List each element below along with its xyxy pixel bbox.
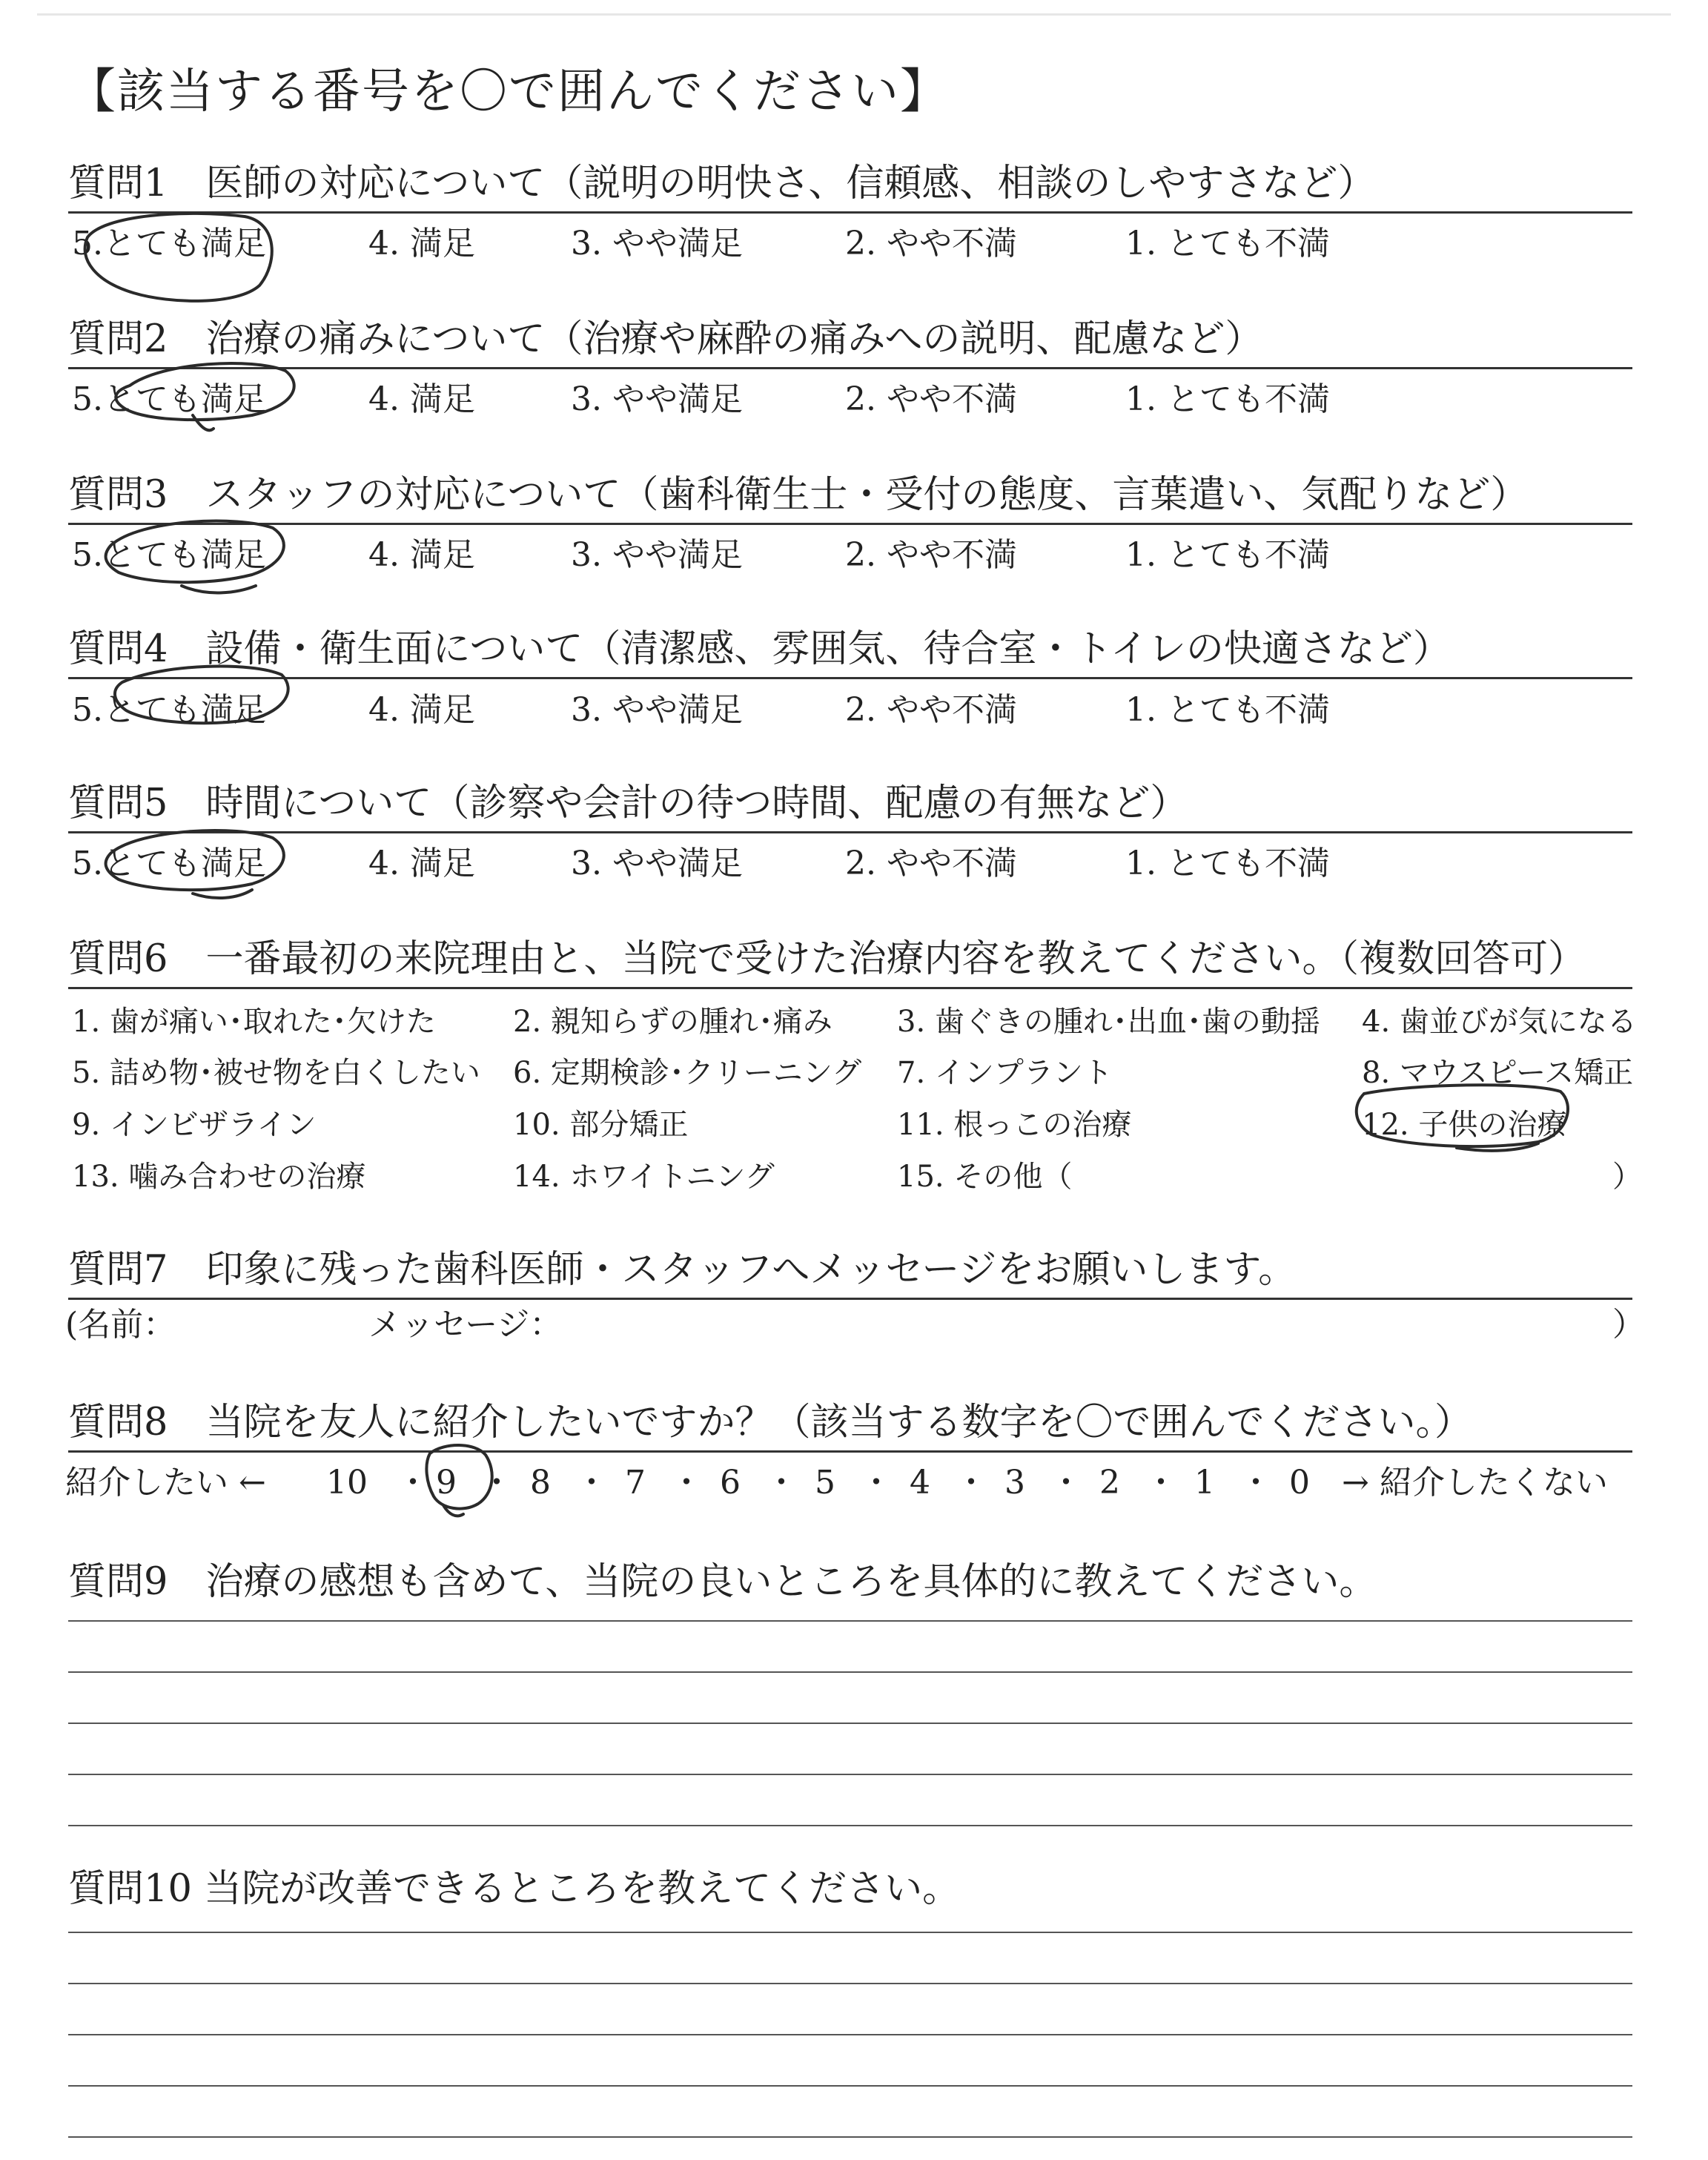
q3-option-2[interactable]: 2. やや不満	[845, 536, 1017, 574]
q6-option-4[interactable]: 4. 歯並びが気になる	[1362, 1005, 1637, 1039]
q1-option-1[interactable]: 1. とても不満	[1125, 225, 1330, 262]
form-title: 【該当する番号を〇で囲んでください】	[68, 65, 949, 119]
q6-option-12[interactable]: 12. 子供の治療	[1362, 1108, 1567, 1142]
question-3-heading: 質問3 スタッフの対応について（歯科衛生士・受付の態度、言葉遣い、気配りなど）	[68, 473, 1529, 517]
q2-option-1[interactable]: 1. とても不満	[1125, 380, 1330, 418]
q6-option-9[interactable]: 9. インビザライン	[72, 1108, 317, 1142]
q4-option-2[interactable]: 2. やや不満	[845, 691, 1017, 729]
q4-option-5[interactable]: 5.とても満足	[72, 691, 266, 729]
q6-option-14[interactable]: 14. ホワイトニング	[513, 1160, 775, 1194]
q8-separator: ・	[670, 1464, 703, 1502]
q8-score-3[interactable]: 3	[1004, 1464, 1025, 1502]
q9-answer-line[interactable]	[68, 1774, 1632, 1775]
q8-score-0[interactable]: 0	[1289, 1464, 1310, 1502]
q3-option-1[interactable]: 1. とても不満	[1125, 536, 1330, 574]
q1-option-3[interactable]: 3. やや満足	[571, 225, 743, 262]
q8-left-label: 紹介したい ←	[65, 1464, 266, 1502]
question-7-rule	[68, 1298, 1632, 1300]
q4-option-3[interactable]: 3. やや満足	[571, 691, 743, 729]
question-9-heading: 質問9 治療の感想も含めて、当院の良いところを具体的に教えてください。	[68, 1560, 1377, 1604]
q3-option-5[interactable]: 5.とても満足	[72, 536, 266, 574]
question-5-rule	[68, 831, 1632, 833]
q8-score-2[interactable]: 2	[1099, 1464, 1120, 1502]
q8-score-4[interactable]: 4	[910, 1464, 930, 1502]
q7-message-label: メッセージ：	[368, 1306, 563, 1344]
question-6-rule	[68, 987, 1632, 989]
q6-other-close-paren: ）	[1612, 1160, 1642, 1194]
q8-separator: ・	[1145, 1464, 1177, 1502]
q8-separator: ・	[955, 1464, 987, 1502]
q8-score-6[interactable]: 6	[720, 1464, 741, 1502]
q8-score-7[interactable]: 7	[625, 1464, 646, 1502]
question-7-heading: 質問7 印象に残った歯科医師・スタッフへメッセージをお願いします。	[68, 1248, 1297, 1292]
q9-answer-line[interactable]	[68, 1671, 1632, 1673]
q10-answer-line[interactable]	[68, 1983, 1632, 1984]
q8-separator: ・	[1050, 1464, 1082, 1502]
q10-answer-line[interactable]	[68, 2034, 1632, 2035]
q8-score-1[interactable]: 1	[1194, 1464, 1215, 1502]
question-8-rule	[68, 1450, 1632, 1453]
page-top-edge	[37, 13, 1671, 16]
question-10-heading: 質問10 当院が改善できるところを教えてください。	[68, 1867, 961, 1911]
q5-option-1[interactable]: 1. とても不満	[1125, 845, 1330, 882]
question-2-rule	[68, 367, 1632, 369]
q10-answer-line[interactable]	[68, 2136, 1632, 2138]
question-6-heading: 質問6 一番最初の来院理由と、当院で受けた治療内容を教えてください。（複数回答可）	[68, 937, 1586, 981]
q6-option-8[interactable]: 8. マウスピース矯正	[1362, 1056, 1634, 1090]
q3-option-3[interactable]: 3. やや満足	[571, 536, 743, 574]
q10-answer-line[interactable]	[68, 2085, 1632, 2087]
q4-option-1[interactable]: 1. とても不満	[1125, 691, 1330, 729]
q2-option-5[interactable]: 5.とても満足	[72, 380, 266, 418]
q8-separator: ・	[1239, 1464, 1272, 1502]
q1-option-4[interactable]: 4. 満足	[368, 225, 475, 262]
question-5-heading: 質問5 時間について（診察や会計の待つ時間、配慮の有無など）	[68, 782, 1188, 825]
q8-right-label: → 紹介したくない	[1342, 1464, 1608, 1502]
q8-score-8[interactable]: 8	[530, 1464, 551, 1502]
q1-option-5[interactable]: 5.とても満足	[72, 225, 266, 262]
q8-separator: ・	[765, 1464, 798, 1502]
q4-option-4[interactable]: 4. 満足	[368, 691, 475, 729]
question-2-heading: 質問2 治療の痛みについて（治療や麻酔の痛みへの説明、配慮など）	[68, 317, 1263, 361]
q8-separator: ・	[860, 1464, 893, 1502]
q6-option-15[interactable]: 15. その他（	[897, 1160, 1073, 1194]
q5-option-2[interactable]: 2. やや不満	[845, 845, 1017, 882]
q5-option-4[interactable]: 4. 満足	[368, 845, 475, 882]
q5-option-5[interactable]: 5.とても満足	[72, 845, 266, 882]
q10-answer-line[interactable]	[68, 1932, 1632, 1933]
q2-option-3[interactable]: 3. やや満足	[571, 380, 743, 418]
q6-option-5[interactable]: 5. 詰め物･被せ物を白くしたい	[72, 1056, 480, 1090]
question-3-rule	[68, 523, 1632, 525]
q9-answer-line[interactable]	[68, 1825, 1632, 1826]
q8-score-10[interactable]: 10	[326, 1464, 368, 1502]
q8-score-9[interactable]: 9	[436, 1464, 457, 1502]
question-1-heading: 質問1 医師の対応について（説明の明快さ、信頼感、相談のしやすさなど）	[68, 162, 1376, 205]
q7-close-paren: ）	[1612, 1306, 1645, 1344]
q8-separator: ・	[480, 1464, 513, 1502]
q2-option-4[interactable]: 4. 満足	[368, 380, 475, 418]
q6-option-6[interactable]: 6. 定期検診･クリーニング	[513, 1056, 862, 1090]
q8-separator: ・	[575, 1464, 608, 1502]
question-4-rule	[68, 677, 1632, 679]
question-1-rule	[68, 211, 1632, 214]
q9-answer-line[interactable]	[68, 1620, 1632, 1622]
q1-option-2[interactable]: 2. やや不満	[845, 225, 1017, 262]
q6-option-7[interactable]: 7. インプラント	[897, 1056, 1113, 1090]
q8-separator: ・	[397, 1464, 429, 1502]
q3-option-4[interactable]: 4. 満足	[368, 536, 475, 574]
q6-option-10[interactable]: 10. 部分矯正	[513, 1108, 689, 1142]
question-8-heading: 質問8 当院を友人に紹介したいですか？（該当する数字を〇で囲んでください。）	[68, 1401, 1472, 1444]
question-4-heading: 質問4 設備・衛生面について（清潔感、雰囲気、待合室・トイレの快適さなど）	[68, 627, 1451, 671]
q6-option-2[interactable]: 2. 親知らずの腫れ･痛み	[513, 1005, 833, 1039]
q7-name-label: (名前：	[65, 1306, 176, 1344]
q5-option-3[interactable]: 3. やや満足	[571, 845, 743, 882]
q2-option-2[interactable]: 2. やや不満	[845, 380, 1017, 418]
q9-answer-line[interactable]	[68, 1723, 1632, 1724]
q8-score-5[interactable]: 5	[815, 1464, 835, 1502]
q6-option-1[interactable]: 1. 歯が痛い･取れた･欠けた	[72, 1005, 436, 1039]
q6-option-3[interactable]: 3. 歯ぐきの腫れ･出血･歯の動揺	[897, 1005, 1320, 1039]
q6-option-11[interactable]: 11. 根っこの治療	[897, 1108, 1132, 1142]
q6-option-13[interactable]: 13. 噛み合わせの治療	[72, 1160, 366, 1194]
